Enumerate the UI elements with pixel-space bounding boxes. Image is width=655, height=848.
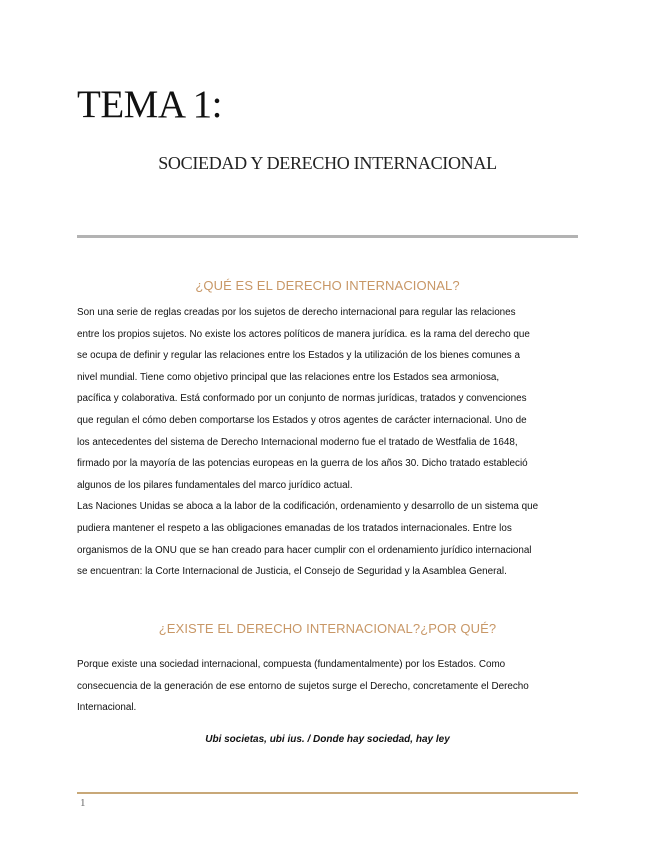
paragraph-line: Las Naciones Unidas se aboca a la labor de la codificación, ordenamiento y desarrollo de un sistema que <box>77 501 539 513</box>
paragraph-line: pacífica y colaborativa. Está conformado por un conjunto de normas jurídicas, tratados y convenciones <box>77 393 527 405</box>
paragraph-line: que regulan el cómo deben comportarse los Estados y otros agentes de carácter internacional. Uno de <box>77 414 527 426</box>
paragraph-line: pudiera mantener el respeto a las obligaciones emanadas de los tratados internacionales. Entre los <box>77 522 512 534</box>
paragraph-line: se ocupa de definir y regular las relaciones entre los Estados y la utilización de los bienes comunes a <box>77 350 520 362</box>
paragraph-line: los antecedentes del sistema de Derecho Internacional moderno fue el tratado de Westfalia de 1648, <box>77 436 518 448</box>
paragraph-line: firmado por la mayoría de las potencias europeas en la guerra de los años 30. Dicho tratado estableció <box>77 458 528 470</box>
section-body-exists <box>77 654 582 719</box>
footer-divider <box>77 792 578 794</box>
paragraph-line: Internacional. <box>77 702 137 714</box>
paragraph-line: algunos de los pilares fundamentales del marco jurídico actual. <box>77 479 353 491</box>
paragraph-line: Porque existe una sociedad internacional, compuesta (fundamentalmente) por los Estados. Como <box>77 659 506 670</box>
paragraph-line: consecuencia de la generación de ese entorno de sujetos surge el Derecho, concretamente el Derecho <box>77 680 529 692</box>
paragraph-line: organismos de la ONU que se han creado para hacer cumplir con el ordenamiento jurídico internacional <box>77 544 532 556</box>
latin-quote: Ubi societas, ubi ius. / Donde hay sociedad, hay ley <box>205 734 450 745</box>
section-body-what-is <box>77 302 582 583</box>
header-divider <box>77 235 578 238</box>
paragraph-line: nivel mundial. Tiene como objetivo principal que las relaciones entre los Estados sea armoniosa, <box>77 371 500 383</box>
page-number: 1 <box>80 797 86 809</box>
paragraph-line: Son una serie de reglas creadas por los sujetos de derecho internacional para regular las relaciones <box>77 307 516 318</box>
section-heading-what-is: ¿QUÉ ES EL DERECHO INTERNACIONAL? <box>195 278 460 293</box>
page-title: TEMA 1: <box>77 83 222 126</box>
paragraph-line: entre los propios sujetos. No existe los actores políticos de manera jurídica. es la rama del derecho que <box>77 328 530 340</box>
page-subtitle: SOCIEDAD Y DERECHO INTERNACIONAL <box>158 153 497 173</box>
paragraph-line: se encuentran: la Corte Internacional de Justicia, el Consejo de Seguridad y la Asamblea General. <box>77 566 507 578</box>
section-heading-exists: ¿EXISTE EL DERECHO INTERNACIONAL?¿POR QUÉ? <box>158 621 497 636</box>
